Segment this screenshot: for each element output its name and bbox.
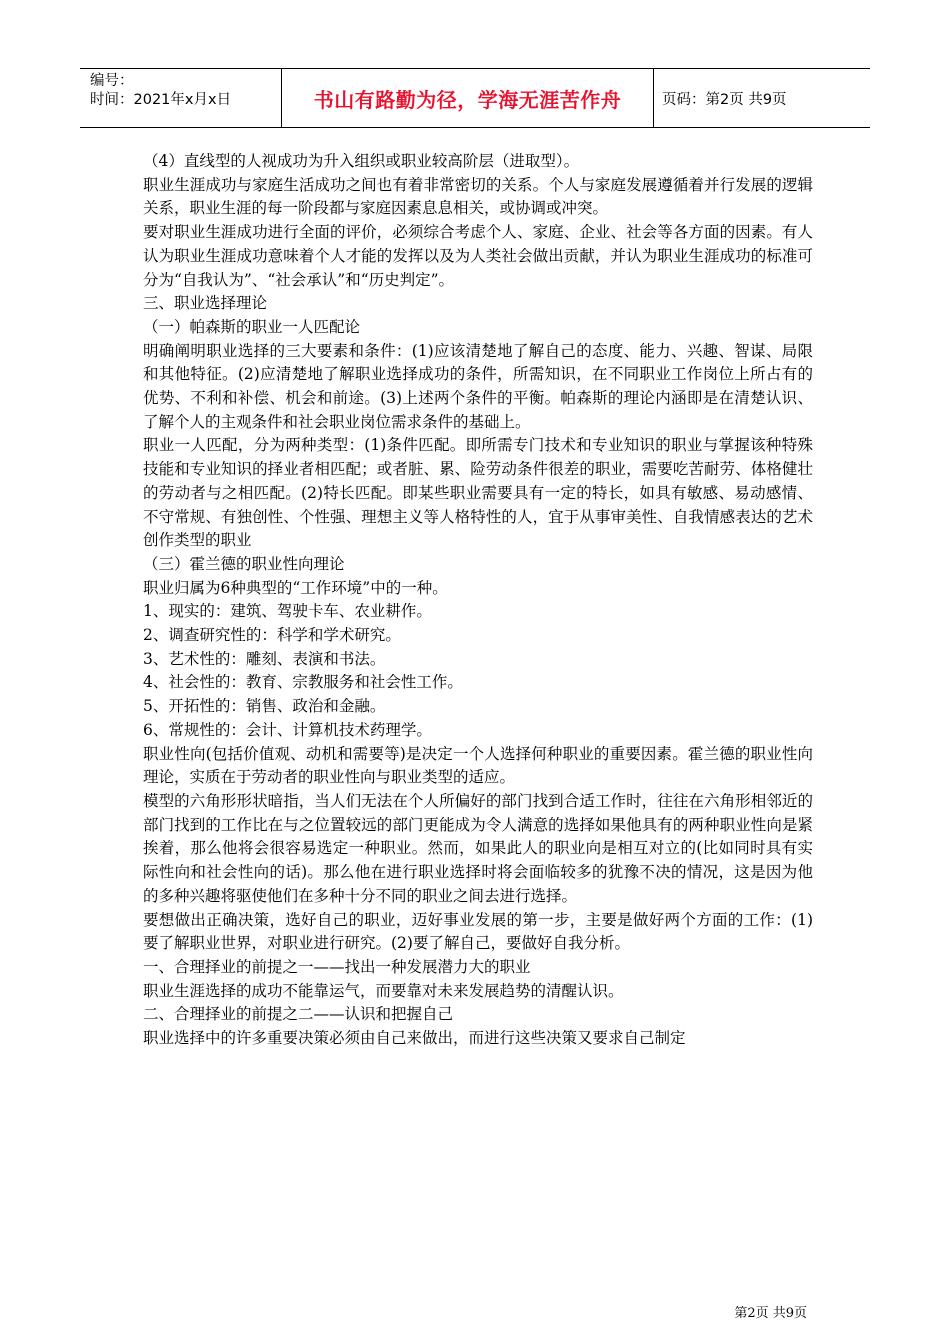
list-item: 2、调查研究性的：科学和学术研究。: [143, 626, 401, 645]
paragraph: 要想做出正确决策，选好自己的职业，迈好事业发展的第一步，主要是做好两个方面的工作：(1)要了解职业世界，对职业进行研究。(2)要了解自己，要做好自我分析。: [143, 910, 813, 953]
document-body: [143, 150, 813, 1051]
list-item: 3、艺术性的：雕刻、表演和书法。: [143, 649, 386, 668]
paragraph: 职业归属为6种典型的“工作环境”中的一种。: [143, 578, 448, 597]
paragraph: 职业生涯选择的成功不能靠运气，而要靠对未来发展趋势的清醒认识。: [143, 981, 624, 1000]
paragraph: 职业生涯成功与家庭生活成功之间也有着非常密切的关系。个人与家庭发展遵循着并行发展的逻辑关系，职业生涯的每一阶段都与家庭因素息息相关，或协调或冲突。: [143, 175, 813, 218]
list-item: 6、常规性的：会计、计算机技术药理学。: [143, 720, 432, 739]
section-heading: 一、合理择业的前提之一——找出一种发展潜力大的职业: [143, 957, 531, 976]
header-meta: [80, 69, 282, 127]
document-code-label: 编号：: [90, 73, 134, 89]
paragraph: 职业选择中的许多重要决策必须由自己来做出，而进行这些决策又要求自己制定: [143, 1029, 686, 1048]
paragraph: 明确阐明职业选择的三大要素和条件：(1)应该清楚地了解自己的态度、能力、兴趣、智谋、局限和其他特征。(2)应清楚地了解职业选择成功的条件，所需知识，在不同职业工作岗位上所占有的优势、不利和补偿、机会和前途。(3)上述两个条件的平衡。帕森斯的理论内涵即是在清楚认识、了解个人的主观条件和社会职业岗位需求条件的基础上。: [143, 341, 813, 431]
header-motto: 书山有路勤为径，学海无涯苦作舟: [282, 69, 654, 127]
paragraph: 职业一人匹配，分为两种类型：(1)条件匹配。即所需专门技术和专业知识的职业与掌握该种特殊技能和专业知识的择业者相匹配；或者脏、累、险劳动条件很差的职业，需要吃苦耐劳、体格健壮的劳动者与之相匹配。(2)特长匹配。即某些职业需要具有一定的特长，如具有敏感、易动感情、不守常规、有独创性、个性强、理想主义等人格特性的人，宜于从事审美性、自我情感表达的艺术创作类型的职业: [143, 436, 813, 550]
page-header: [80, 68, 870, 128]
list-item: 5、开拓性的：销售、政治和金融。: [143, 697, 386, 716]
paragraph: 职业性向(包括价值观、动机和需要等)是决定一个人选择何种职业的重要因素。霍兰德的职业性向理论，实质在于劳动者的职业性向与职业类型的适应。: [143, 744, 813, 787]
page-footer-number: 第2页 共9页: [734, 1306, 807, 1321]
subsection-heading: （一）帕森斯的职业一人匹配论: [143, 317, 361, 336]
paragraph: 模型的六角形形状暗指，当人们无法在个人所偏好的部门找到合适工作时，往往在六角形相邻近的部门找到的工作比在与之位置较远的部门更能成为令人满意的选择如果他具有的两种职业性向是紧挨着，那么他将会很容易选定一种职业。然而，如果此人的职业向是相互对立的(比如同时具有实际性向和社会性向的话)。那么他在进行职业选择时将会面临较多的犹豫不决的情况，这是因为他的多种兴趣将驱使他们在多种十分不同的职业之间去进行选择。: [143, 791, 813, 905]
header-page-number: 页码：第2页 共9页: [662, 91, 787, 108]
list-item: 1、现实的：建筑、驾驶卡车、农业耕作。: [143, 602, 432, 621]
section-heading: 二、合理择业的前提之二——认识和把握自己: [143, 1005, 454, 1024]
list-item: 4、社会性的：教育、宗教服务和社会性工作。: [143, 673, 463, 692]
paragraph: 要对职业生涯成功进行全面的评价，必须综合考虑个人、家庭、企业、社会等各方面的因素。有人认为职业生涯成功意味着个人才能的发挥以及为人类社会做出贡献，并认为职业生涯成功的标准可分为“自我认为”、“社会承认”和“历史判定”。: [143, 223, 813, 289]
document-time-label: 时间：2021年x月x日: [90, 92, 232, 108]
paragraph: （4）直线型的人视成功为升入组织或职业较高阶层（进取型）。: [143, 152, 580, 170]
subsection-heading: （三）霍兰德的职业性向理论: [143, 554, 345, 573]
section-heading: 三、职业选择理论: [143, 294, 268, 313]
